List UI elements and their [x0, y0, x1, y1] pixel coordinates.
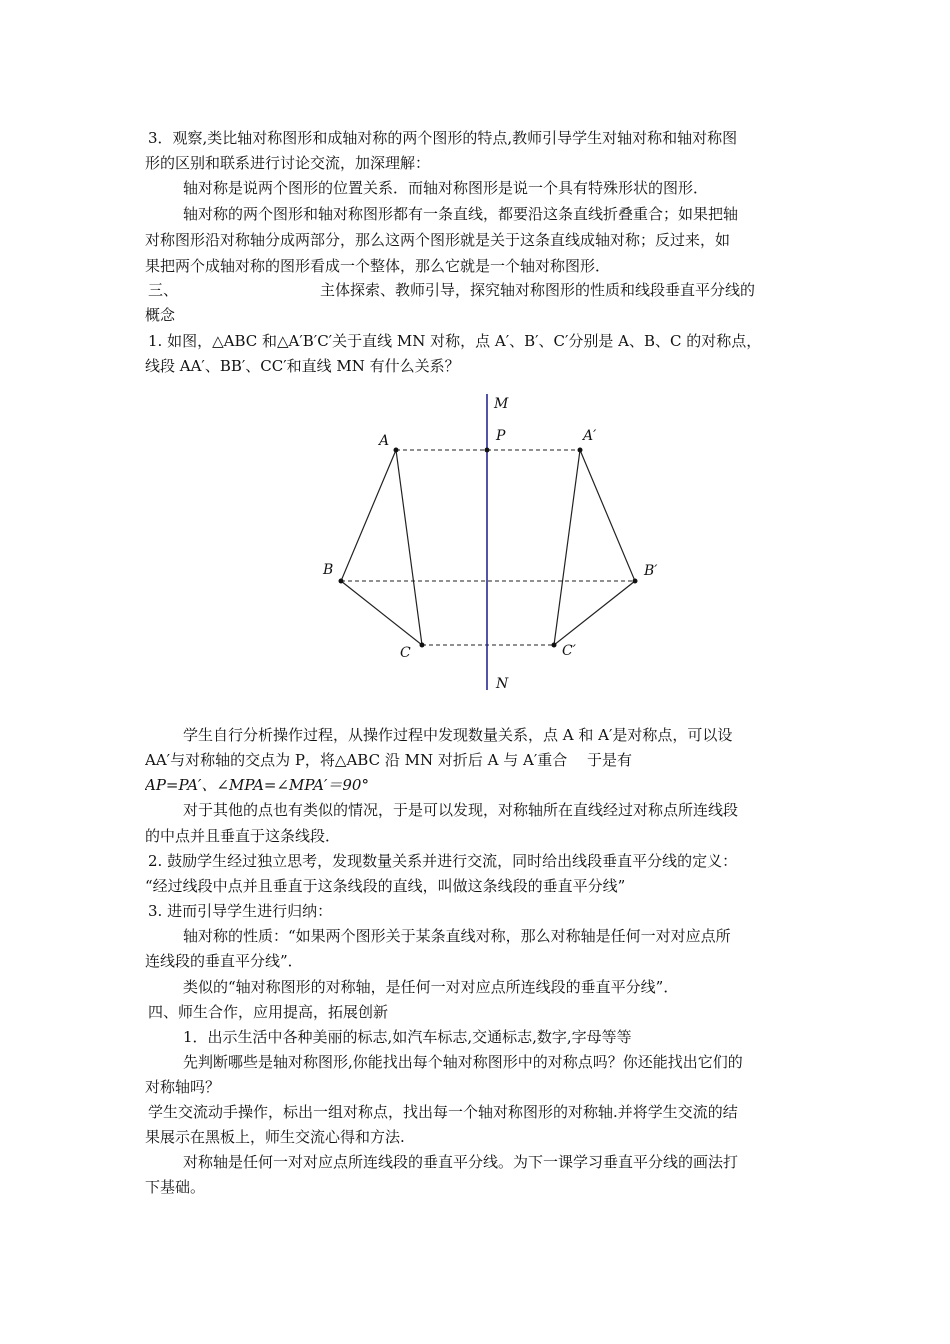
paragraph-judge-line1: 先判断哪些是轴对称图形,你能找出每个轴对称图形中的对称点吗？你还能找出它们的 — [183, 1053, 743, 1071]
paragraph-analysis-line1: 学生自行分析操作过程，从操作过程中发现数量关系，点 A 和 A′是对称点，可以设 — [183, 726, 733, 744]
section-three-heading — [148, 278, 810, 303]
paragraph-logos: 1．出示生活中各种美丽的标志,如汽车标志,交通标志,数字,字母等等 — [183, 1028, 632, 1046]
paragraph-3-line1: 3．观察,类比轴对称图形和成轴对称的两个图形的特点,教师引导学生对轴对称和轴对称图 — [148, 129, 738, 147]
paragraph-relation-line2: 对称图形沿对称轴分成两部分，那么这两个图形就是关于这条直线成轴对称；反过来，如 — [145, 231, 731, 249]
symmetry-figure — [310, 388, 670, 698]
paragraph-other-points-line2: 的中点并且垂直于这条线段． — [145, 827, 341, 845]
paragraph-exchange-line2: 果展示在黑板上，师生交流心得和方法. — [145, 1128, 405, 1146]
label-n: N — [496, 676, 509, 692]
paragraph-property-line1: 轴对称的性质：“如果两个图形关于某条直线对称，那么对称轴是任何一对对应点所 — [183, 927, 731, 945]
label-m: M — [494, 396, 509, 412]
point-b2 — [633, 579, 638, 584]
label-c-prime: C′ — [562, 643, 576, 659]
question-1-line1: 1. 如图，△ABC 和△A′B′C′关于直线 MN 对称，点 A′、B′、C′分别是 A、B、C 的对称点， — [148, 332, 762, 350]
question-2-line2: “经过线段中点并且垂直于这条线段的直线，叫做这条线段的垂直平分线” — [145, 877, 626, 895]
label-b-prime: B′ — [644, 563, 658, 579]
point-a — [394, 448, 399, 453]
section-three-title: 主体探索、教师引导，探究轴对称图形的性质和线段垂直平分线的 — [320, 281, 756, 299]
paragraph-axis-vs-figure: 轴对称是说两个图形的位置关系．而轴对称图形是说一个具有特殊形状的图形． — [183, 179, 709, 197]
paragraph-other-points-line1: 对于其他的点也有类似的情况，于是可以发现，对称轴所在直线经过对称点所连线段 — [183, 801, 739, 819]
paragraph-conclusion-line1: 对称轴是任何一对对应点所连线段的垂直平分线。为下一课学习垂直平分线的画法打 — [183, 1153, 739, 1171]
question-3: 3. 进而引导学生进行归纳： — [148, 902, 333, 920]
label-b: B — [323, 562, 334, 578]
paragraph-analysis-line2: AA′与对称轴的交点为 P，将△ABC 沿 MN 对折后 A 与 A′重合 于是有 — [145, 751, 633, 769]
question-2-line1: 2. 鼓励学生经过独立思考，发现数量关系并进行交流，同时给出线段垂直平分线的定义： — [148, 852, 738, 870]
label-a-prime: A′ — [583, 428, 597, 444]
paragraph-judge-line2: 对称轴吗？ — [145, 1078, 221, 1096]
label-a: A — [379, 433, 390, 449]
paragraph-relation-line3: 果把两个成轴对称的图形看成一个整体，那么它就是一个轴对称图形． — [145, 257, 611, 275]
label-c: C — [400, 645, 411, 661]
paragraph-conclusion-line2: 下基础。 — [145, 1178, 206, 1196]
triangle-abc — [341, 450, 422, 645]
point-c — [420, 643, 425, 648]
point-b — [339, 579, 344, 584]
paragraph-analysis-equation: AP=PA′、∠MPA=∠MPA′＝90° — [145, 776, 369, 794]
section-three-title-cont: 概念 — [145, 306, 176, 324]
point-c2 — [552, 643, 557, 648]
section-three-number: 三、 — [148, 281, 179, 299]
paragraph-property-line2: 连线段的垂直平分线”． — [145, 952, 303, 970]
paragraph-3-line2: 形的区别和联系进行讨论交流，加深理解： — [145, 154, 431, 172]
paragraph-exchange-line1: 学生交流动手操作，标出一组对称点，找出每一个轴对称图形的对称轴.并将学生交流的结 — [148, 1103, 738, 1121]
label-p: P — [496, 428, 506, 444]
paragraph-relation-line1: 轴对称的两个图形和轴对称图形都有一条直线，都要沿这条直线折叠重合；如果把轴 — [183, 205, 739, 223]
point-p — [485, 448, 490, 453]
question-1-line2: 线段 AA′、BB′、CC′和直线 MN 有什么关系？ — [145, 357, 460, 375]
section-four-heading: 四、师生合作，应用提高，拓展创新 — [148, 1003, 389, 1021]
paragraph-similar: 类似的“轴对称图形的对称轴，是任何一对对应点所连线段的垂直平分线”． — [183, 978, 679, 996]
triangle-a2b2c2 — [554, 450, 635, 645]
point-a2 — [578, 448, 583, 453]
